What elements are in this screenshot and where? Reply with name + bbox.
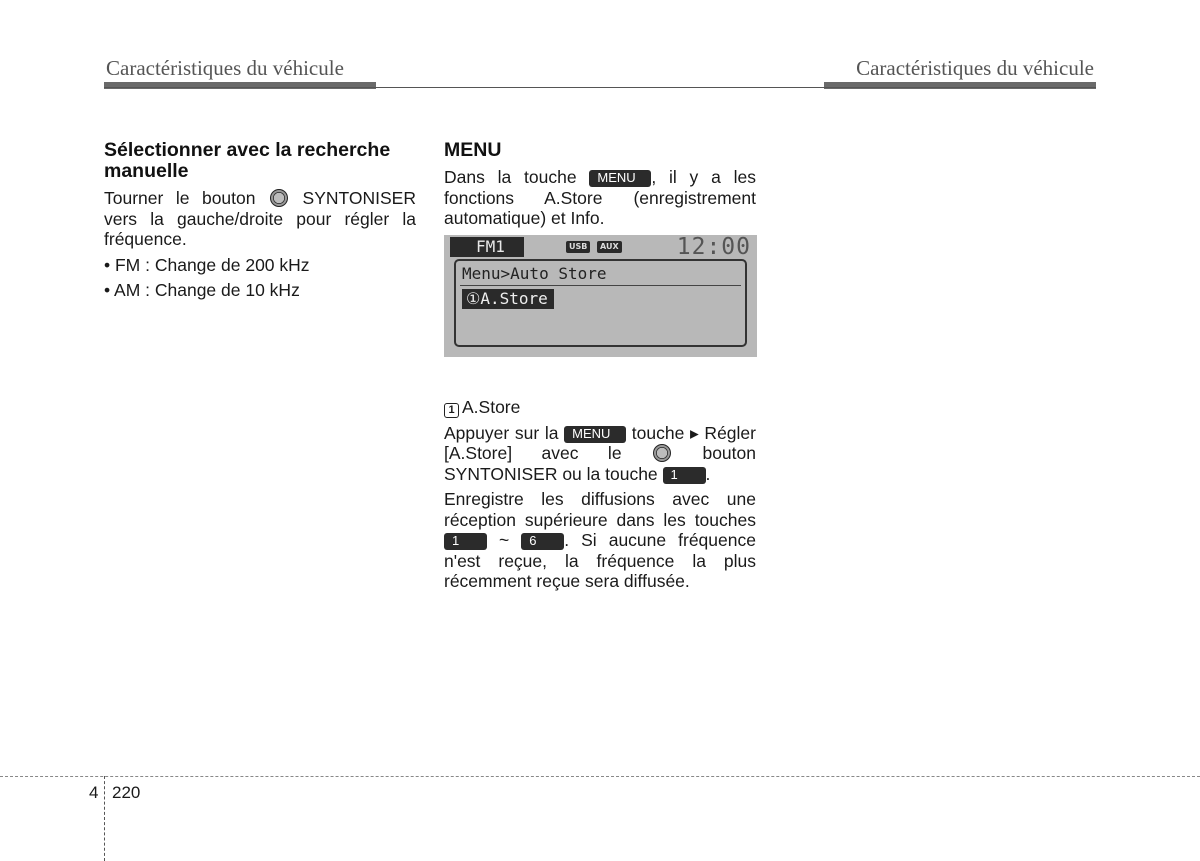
menu-key-2: MENU [564, 426, 626, 443]
footer-page-number: 220 [112, 783, 141, 802]
tune-knob-icon-2 [653, 444, 671, 462]
header-rule [104, 87, 1096, 88]
footer-vertical-rule [104, 776, 105, 861]
item-number-icon: 1 [444, 403, 459, 418]
manual-search-paragraph [104, 188, 416, 250]
astore-label-text: A.Store [462, 396, 521, 417]
astore-item-label [444, 397, 756, 418]
left-column [104, 140, 416, 306]
manual-search-text-before: Tourner le bouton [104, 188, 256, 208]
bullet-am: • AM : Change de 10 kHz [104, 280, 300, 300]
step-part1: Appuyer sur la [444, 422, 559, 443]
menu-key: MENU [589, 170, 651, 187]
step-part2: touche ▸ Régler [A.Store] avec le [444, 422, 756, 463]
step-part3: bouton SYNTONISER ou la touche [444, 443, 756, 484]
display-menu-panel [454, 259, 747, 347]
footer-section-number: 4 [89, 783, 99, 802]
step-end: . [705, 463, 711, 484]
preset-key-1b: 1 [444, 533, 487, 550]
display-selected-item: ①A.Store [462, 289, 554, 309]
astore-description-paragraph [444, 489, 756, 592]
tune-knob-icon [270, 189, 288, 207]
preset-key-6: 6 [521, 533, 564, 550]
desc-tilde: ~ [499, 530, 510, 550]
desc-part1: Enregistre les diffusions avec une réception supérieure dans les touches [444, 489, 756, 530]
menu-intro-before: Dans la touche [444, 167, 577, 187]
menu-intro-paragraph [444, 167, 756, 229]
display-usb-badge: USB [566, 241, 590, 253]
display-aux-badge: AUX [597, 241, 622, 253]
menu-heading: MENU [444, 139, 502, 161]
header-left-title: Caractéristiques du véhicule [106, 56, 344, 80]
display-menu-title: Menu>Auto Store [462, 263, 607, 283]
display-band: FM1 [450, 237, 524, 257]
manual-search-text-after: SYNTONISER vers la gauche/droite pour régler la fréquence. [104, 188, 416, 249]
header-right-title: Caractéristiques du véhicule [856, 56, 1094, 80]
display-clock: 12:00 [676, 233, 751, 260]
astore-step-paragraph [444, 423, 756, 485]
manual-search-heading: Sélectionner avec la recherche manuelle [104, 139, 391, 182]
radio-display [444, 235, 757, 357]
bullet-fm: • FM : Change de 200 kHz [104, 254, 310, 275]
middle-column [444, 140, 756, 597]
preset-key-1: 1 [663, 467, 706, 484]
display-separator [460, 285, 741, 286]
menu-intro-after: , il y a les fonctions A.Store (enregistrement automatique) et Info. [444, 167, 756, 228]
desc-part2: . Si aucune fréquence n'est reçue, la fréquence la plus récemment reçue sera diffusée. [444, 530, 756, 591]
footer-dashed-rule [0, 776, 1200, 777]
